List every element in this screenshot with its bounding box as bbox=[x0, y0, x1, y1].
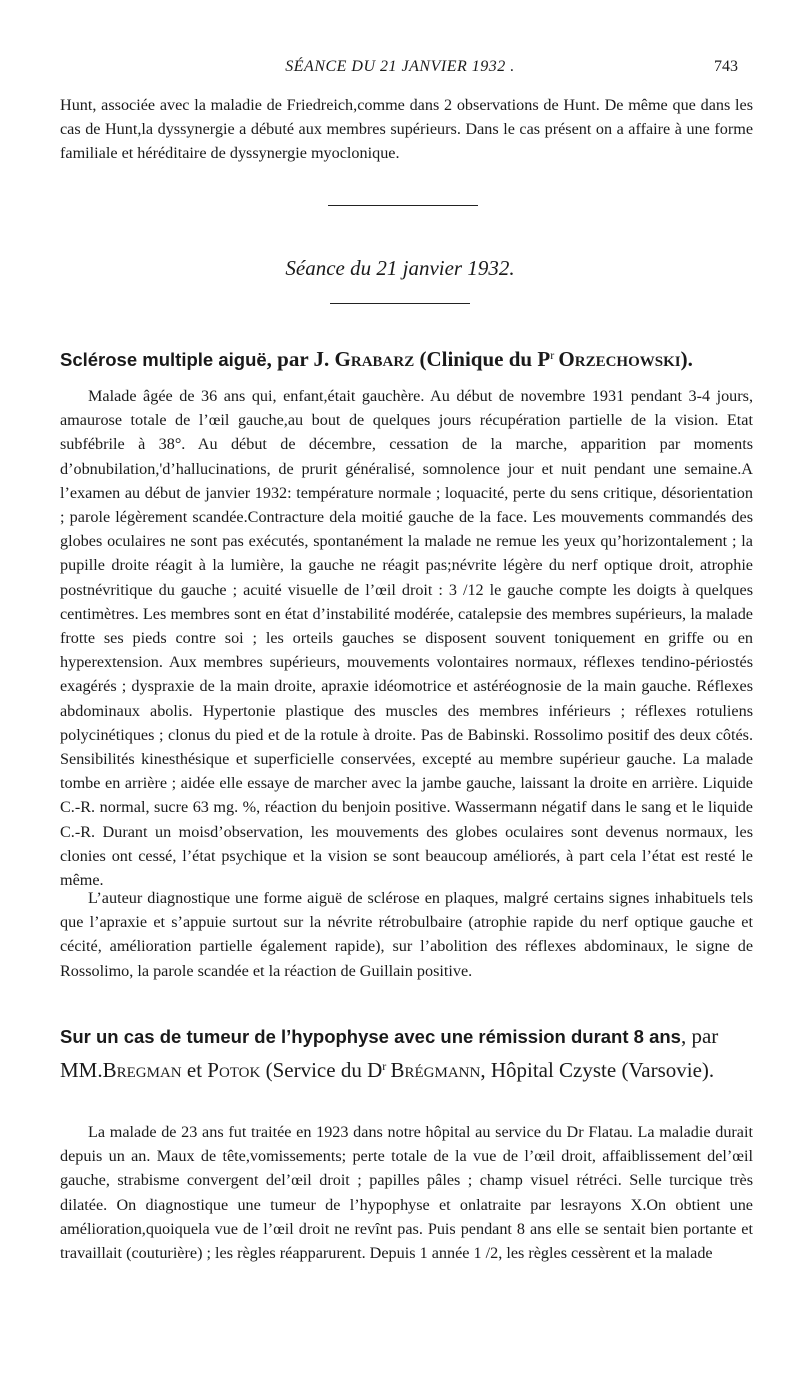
article1-byline: , par J. bbox=[266, 347, 335, 372]
article1-affil-sup: r bbox=[550, 348, 555, 362]
article2-author-2: Potok bbox=[207, 1058, 261, 1083]
article2-affil-open: (Service du D bbox=[260, 1058, 383, 1083]
page-number: 743 bbox=[714, 58, 738, 75]
section-rule-top bbox=[328, 205, 478, 206]
article1-affil-close: ). bbox=[680, 347, 693, 372]
article2-title: Sur un cas de tumeur de l’hypophyse avec une rémission durant 8 ans bbox=[60, 1026, 681, 1047]
article2-paragraph: La malade de 23 ans fut traitée en 1923 dans notre hôpital au service du Dr Flatau. La maladie durait depuis un an. Maux de tête,vomissements; perte totale de la vue de l’œil droit, affaiblissement del’œil gauche, strabisme convergent del’œil droit ; papilles pâles ; champ visuel rétréci. Selle turcique très dilatée. On diagnostique une tumeur de l’hypophyse et onlatraite par lesrayons X.On obtient une amélioration,quoiquela vue de l’œil droit ne revînt pas. Puis pendant 8 ans elle se sentait bien portante et travaillait (couturière) ; les règles réapparurent. Depuis 1 année 1 /2, les règles cessèrent et la malade bbox=[60, 1123, 753, 1263]
article2-affil-sup: r bbox=[382, 1059, 387, 1073]
article1-affil-name: Orzechowski bbox=[558, 347, 681, 372]
running-title: SÉANCE DU 21 JANVIER 1932 . bbox=[285, 58, 515, 75]
article1-heading bbox=[60, 341, 753, 375]
section-rule-bottom bbox=[330, 303, 470, 304]
article2-author-1: Bregman bbox=[102, 1058, 182, 1083]
article2-byline-2: et bbox=[181, 1058, 208, 1083]
session-title: Séance du 21 janvier 1932. bbox=[285, 256, 515, 280]
article1-title: Sclérose multiple aiguë bbox=[60, 349, 267, 371]
article2-heading bbox=[60, 1022, 753, 1086]
intro-paragraph: Hunt, associée avec la maladie de Friedreich,comme dans 2 observations de Hunt. De même que dans les cas de Hunt,la dyssynergie a débuté aux membres supérieurs. Dans le cas présent on a affaire à une forme familiale et héréditaire de dyssynergie myoclonique. bbox=[60, 96, 753, 163]
article1-paragraph-1: Malade âgée de 36 ans qui, enfant,était gauchère. Au début de novembre 1931 pendant 3-4 jours, amaurose totale de l’œil gauche,au bout de quelques jours récupération partielle de la vision. Etat subfébrile à 38°. Au début de décembre, cessation de la marche, apparition par moments d’obnubilation,'d’hallucinations, de prurit généralisé, somnolence jour et nuit pendant une semaine.A l’examen au début de janvier 1932: température normale ; loquacité, perte du sens critique, désorientation ; parole légèrement scandée.Contracture dela moitié gauche de la face. Les mouvements commandés des globes oculaires ne sont pas exécutés, spontanément la malade ne remue les yeux qu’horizontalement ; la pupille droite réagit à la lumière, la gauche ne réagit pas;névrite légère du nerf optique droit, atrophie postnévritique du gauche ; acuité visuelle de l’œil droit : 3 /12 le gauche compte les doigts à quelques centimètres. Les membres sont en état d’instabilité modérée, catalepsie des membres supérieurs, la malade frotte ses pieds contre soi ; les orteils gauches se disposent souvent toniquement en griffe ou en hyperextension. Aux membres supérieurs, mouvements volontaires normaux, réflexes tendino-périostés exagérés ; dyspraxie de la main droite, apraxie idéomotrice et astéréognosie de la main gauche. Réflexes abdominaux abolis. Hypertonie plastique des muscles des membres inférieurs ; réflexes rotuliens polycinétiques ; clonus du pied et de la rotule à droite. Pas de Babinski. Rossolimo positif des deux côtés. Sensibilités kinesthésique et superficielle conservées, excepté au membre supérieur gauche. La malade tombe en arrière ; aidée elle essaye de marcher avec la jambe gauche, laissant la droite en arrière. Liquide C.-R. normal, sucre 63 mg. %, réaction du benjoin positive. Wassermann négatif dans le sang et le liquide C.-R. Durant un moisd’observation, les mouvements des globes oculaires sont devenus normaux, les clonies ont cessé, l’état psychique et la vision se sont beaucoup améliorés, à part cela l’état est resté le même. bbox=[60, 387, 753, 890]
running-header bbox=[60, 58, 740, 80]
article2-affil-close: , Hôpital Czyste (Varsovie). bbox=[480, 1058, 715, 1083]
article1-affil-open: (Clinique du P bbox=[414, 347, 551, 372]
article2-byline-1: , par MM. bbox=[60, 1024, 719, 1083]
article1-author: Grabarz bbox=[334, 347, 415, 372]
article1-paragraph-2: L’auteur diagnostique une forme aiguë de sclérose en plaques, malgré certains signes inhabituels tels que l’apraxie et s’appuie surtout sur la névrite rétrobulbaire (atrophie rapide du nerf optique gauche et cécité, amélioration partielle également rapide), sur l’abolition des réflexes abdominaux, le signe de Rossolimo, la parole scandée et la réaction de Guillain positive. bbox=[60, 889, 753, 980]
article2-affil-name: Brégmann bbox=[390, 1058, 481, 1083]
